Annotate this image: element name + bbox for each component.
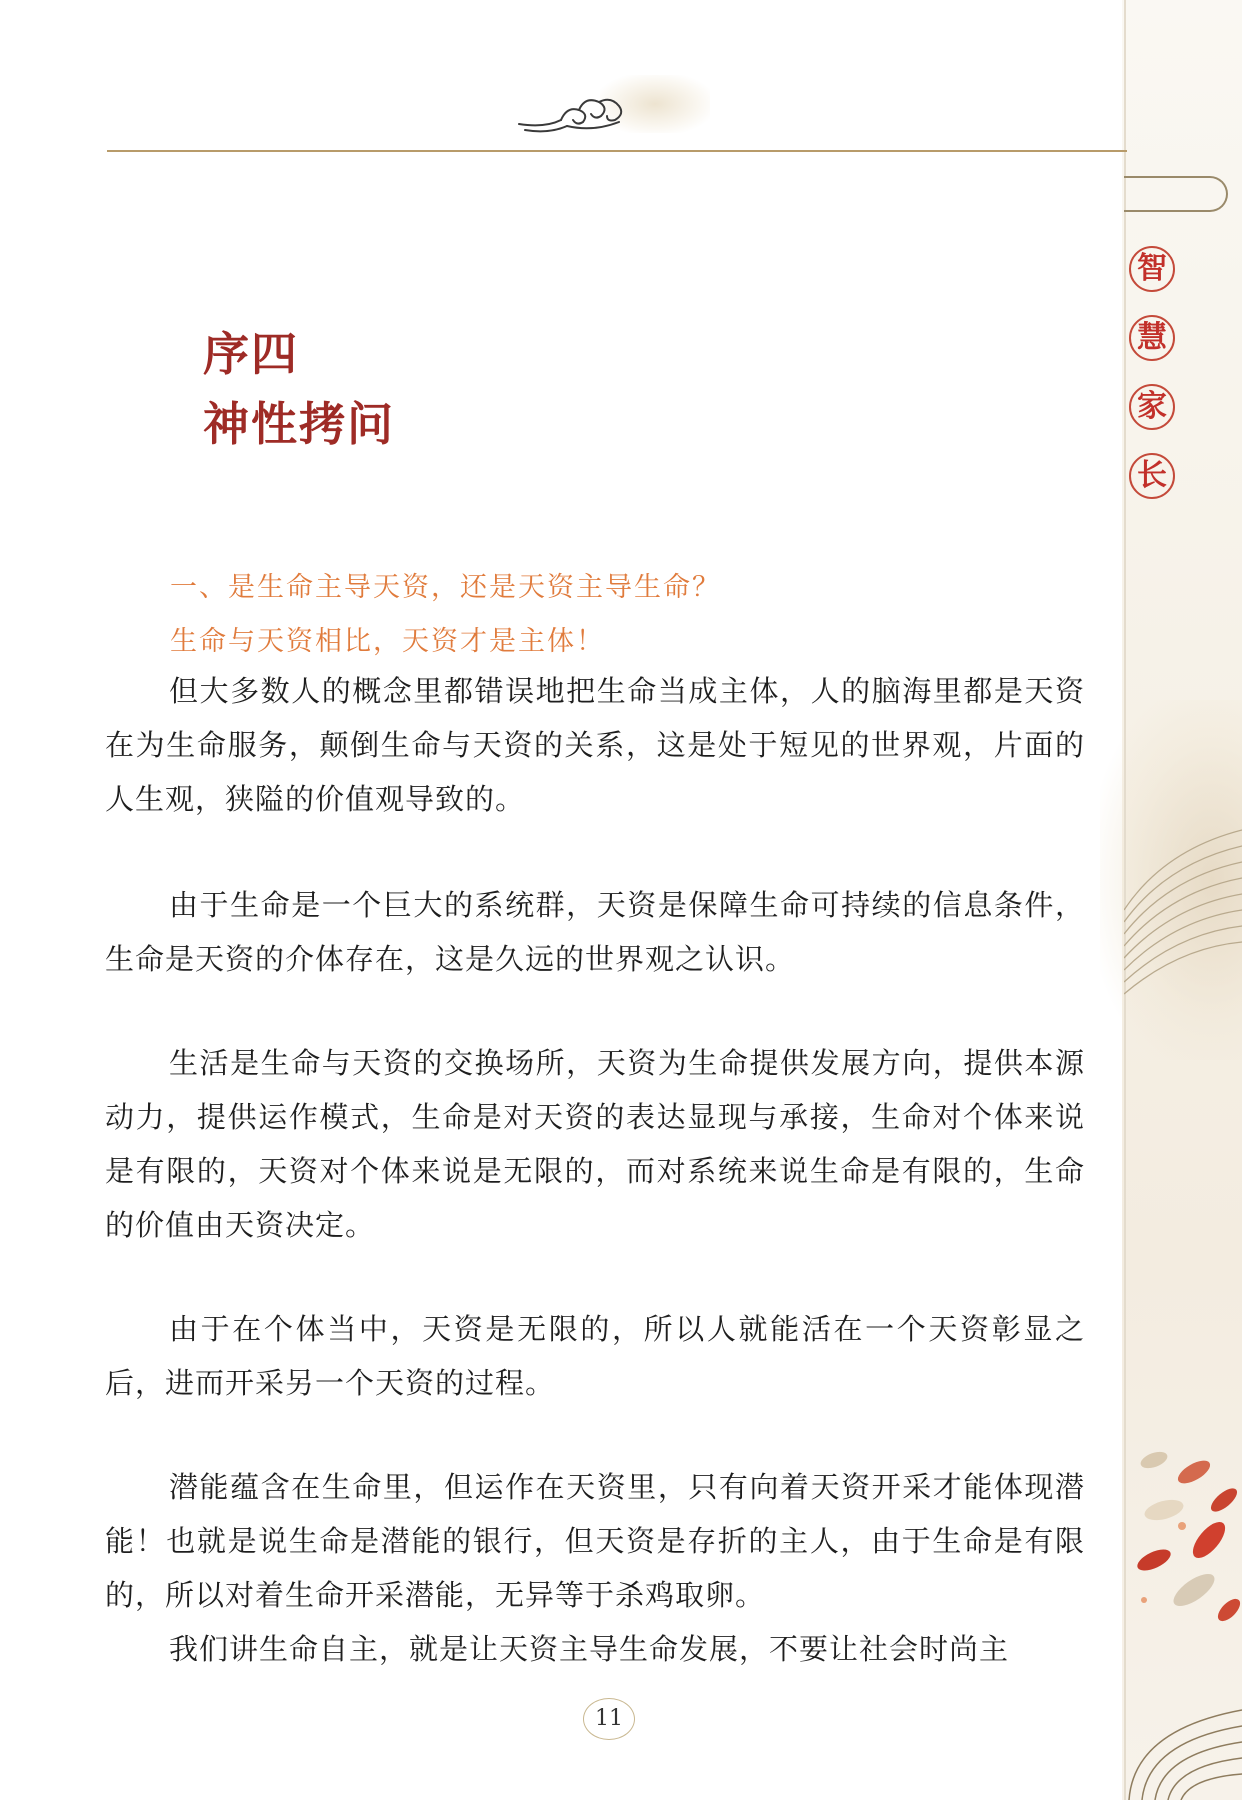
chapter-title-line1: 序四	[203, 327, 299, 381]
seal-char-3: 家	[1129, 384, 1175, 430]
side-seal-label	[1129, 246, 1181, 522]
section-answer: 生命与天资相比，天资才是主体！	[170, 626, 605, 657]
seal-char-4: 长	[1129, 453, 1175, 499]
paragraph-5: 潜能蕴含在生命里，但运作在天资里，只有向着天资开采才能体现潜能！也就是说生命是潜能的银行，但天资是存折的主人，由于生命是有限的，所以对着生命开采潜能，无异等于杀鸡取卵。	[105, 1470, 1085, 1612]
paragraph-2: 由于生命是一个巨大的系统群，天资是保障生命可持续的信息条件，生命是天资的介体存在，这是久远的世界观之认识。	[105, 888, 1085, 976]
paragraph-3: 生活是生命与天资的交换场所，天资为生命提供发展方向，提供本源动力，提供运作模式，生命是对天资的表达显现与承接，生命对个体来说是有限的，天资对个体来说是无限的，而对系统来说生命是有限的，生命的价值由天资决定。	[105, 1046, 1085, 1242]
header-rule	[107, 150, 1127, 152]
section-question: 一、是生命主导天资，还是天资主导生命？	[170, 572, 721, 603]
bottom-wave-decoration	[1124, 1690, 1242, 1800]
seal-char-2: 慧	[1129, 315, 1175, 361]
cloud-ornament-icon	[515, 88, 715, 138]
flower-petals-decoration	[1124, 1440, 1242, 1640]
wave-pattern-decoration	[1124, 790, 1242, 1010]
paragraph-4: 由于在个体当中，天资是无限的，所以人就能活在一个天资彰显之后，进而开采另一个天资的过程。	[105, 1312, 1085, 1400]
chapter-title-line2: 神性拷问	[203, 397, 395, 451]
paragraph-1: 但大多数人的概念里都错误地把生命当成主体，人的脑海里都是天资在为生命服务，颠倒生命与天资的关系，这是处于短见的世界观，片面的人生观，狭隘的价值观导致的。	[105, 674, 1085, 816]
seal-char-1: 智	[1129, 246, 1175, 292]
paragraph-6: 我们讲生命自主，就是让天资主导生命发展，不要让社会时尚主	[169, 1632, 1010, 1666]
page-number: 11	[583, 1698, 635, 1740]
side-tab-decoration	[1124, 176, 1228, 212]
